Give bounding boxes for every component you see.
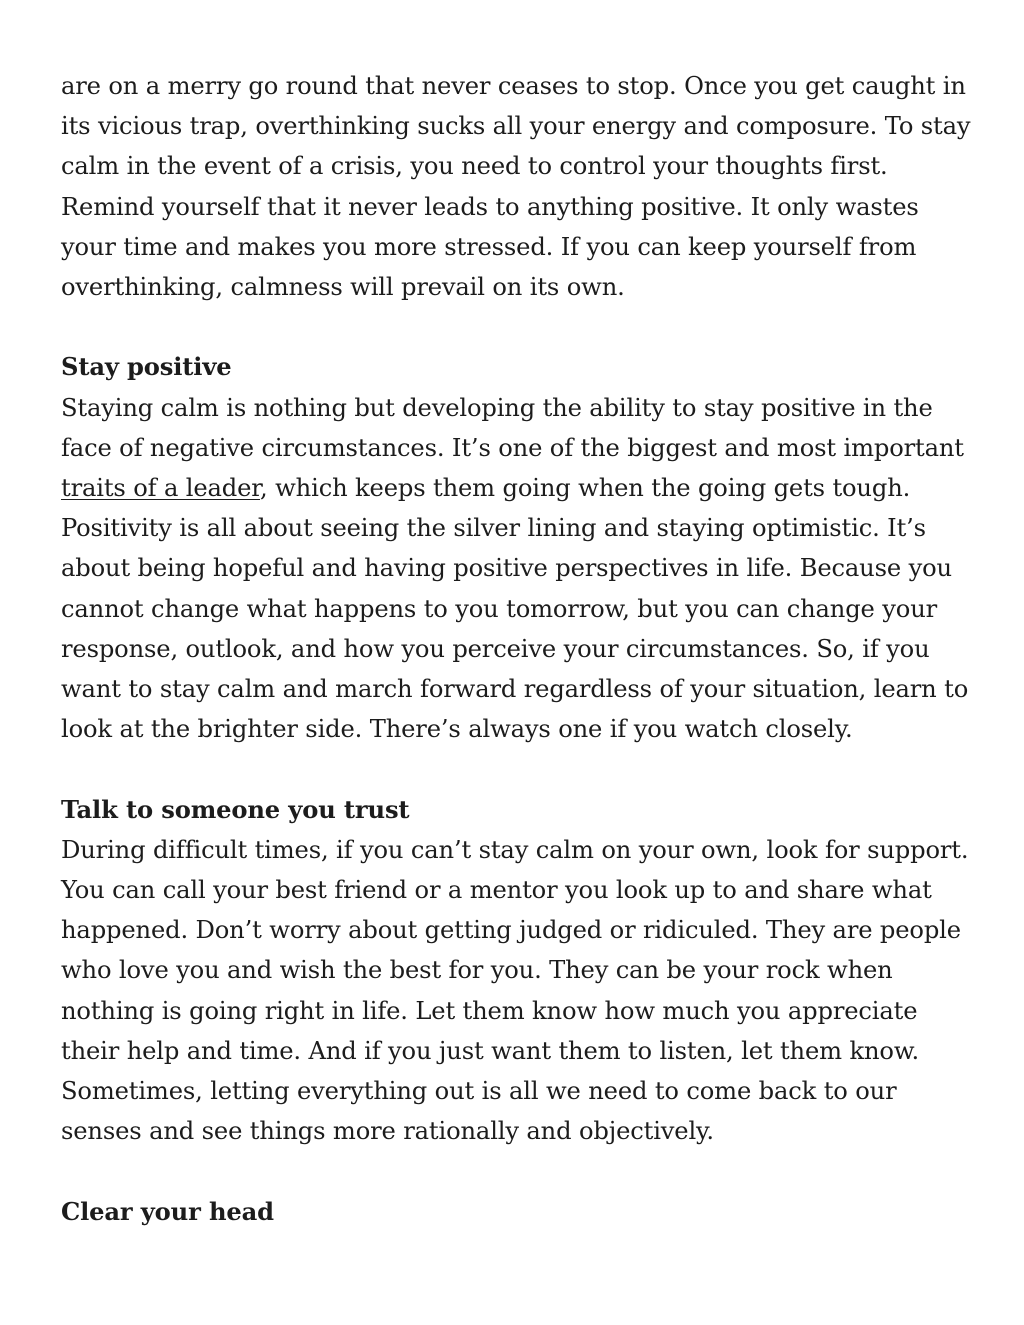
heading-talk-to-someone: Talk to someone you trust — [61, 794, 410, 824]
paragraph-spacer — [61, 307, 971, 347]
paragraph-spacer — [61, 749, 971, 789]
heading-clear-your-head: Clear your head — [61, 1196, 274, 1226]
stay-positive-text-after-link: , which keeps them going when the going gets tough. Positivity is all about seeing the silver lining and staying optimistic. It’s about being hopeful and having positive perspectives in life. Because you cannot change what happens to you tomorrow, but you can change your response, outlook, and how you perceive your circumstances. So, if you want to stay calm and march forward regardless of your situation, learn to look at the brighter side. There’s always one if you watch closely. — [61, 474, 969, 744]
talk-to-someone-paragraph: During difficult times, if you can’t stay calm on your own, look for support. You can call your best friend or a mentor you look up to and share what happened. Don’t worry about getting judged or ridiculed. They are people who love you and wish the best for you. They can be your rock when nothing is going right in life. Let them know how much you appreciate their help and time. And if you just want them to listen, let them know. Sometimes, letting everything out is all we need to come back to our senses and see things more rationally and objectively. — [61, 835, 969, 1146]
intro-paragraph: are on a merry go round that never ceases to stop. Once you get caught in its vicious trap, overthinking sucks all your energy and composure. To stay calm in the event of a crisis, you need to control your thoughts first. Remind yourself that it never leads to anything positive. It only wastes your time and makes you more stressed. If you can keep yourself from overthinking, calmness will prevail on its own. — [61, 72, 971, 302]
paragraph-spacer — [61, 1151, 971, 1191]
stay-positive-paragraph — [61, 388, 971, 750]
traits-of-a-leader-link[interactable]: traits of a leader — [61, 474, 261, 503]
article-body — [61, 66, 971, 1232]
stay-positive-text-before-link: Staying calm is nothing but developing the ability to stay positive in the face of negative circumstances. It’s one of the biggest and most important — [61, 393, 964, 462]
heading-stay-positive: Stay positive — [61, 352, 232, 382]
